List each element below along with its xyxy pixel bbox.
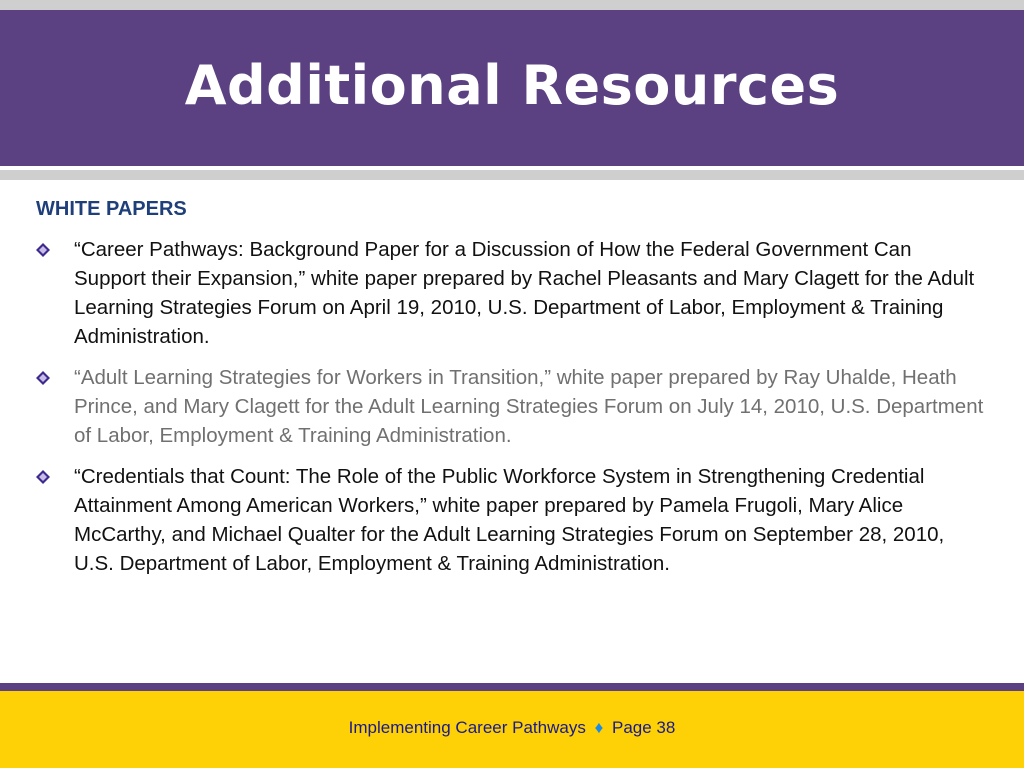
diamond-bullet-icon [36,243,50,257]
bottom-purple-rule [0,683,1024,691]
top-gray-rule [0,0,1024,10]
slide-title: Additional Resources [184,53,840,117]
resource-item-adult-learning [36,363,986,450]
resource-text: “Adult Learning Strategies for Workers in Transition,” white paper prepared by Ray Uhalde, Heath Prince, and Mary Clagett for the Adult Learning Strategies Forum on July 14, 2010, U.S. Department of Labor, Employment & Training Administration. [74,366,984,447]
footer-page-number: Page 38 [611,718,676,737]
diamond-bullet-icon [36,371,50,385]
diamond-bullet-icon [36,470,50,484]
footer-diamond-icon: ♦ [594,718,604,737]
resource-text: “Career Pathways: Background Paper for a Discussion of How the Federal Government Can Support their Expansion,” white paper prepared by Rachel Pleasants and Mary Clagett for the Adult Learning Strategies Forum on April 19, 2010, U.S. Department of Labor, Employment & Training Administration. [74,238,975,348]
section-heading: WHITE PAPERS [36,198,187,220]
slide-content [36,195,986,590]
resource-text: “Credentials that Count: The Role of the Public Workforce System in Strengthening Credential Attainment Among American Workers,” white paper prepared by Pamela Frugoli, Mary Alice McCarthy, and Michael Qualter for the Adult Learning Strategies Forum on September 28, 2010, U.S. Department of Labor, Employment & Training Administration. [74,465,945,575]
resource-list [36,235,986,578]
resource-item-career-pathways [36,235,986,351]
resource-item-credentials [36,462,986,578]
footer [0,718,1024,738]
sub-gray-rule [0,170,1024,180]
footer-label: Implementing Career Pathways [348,718,586,737]
